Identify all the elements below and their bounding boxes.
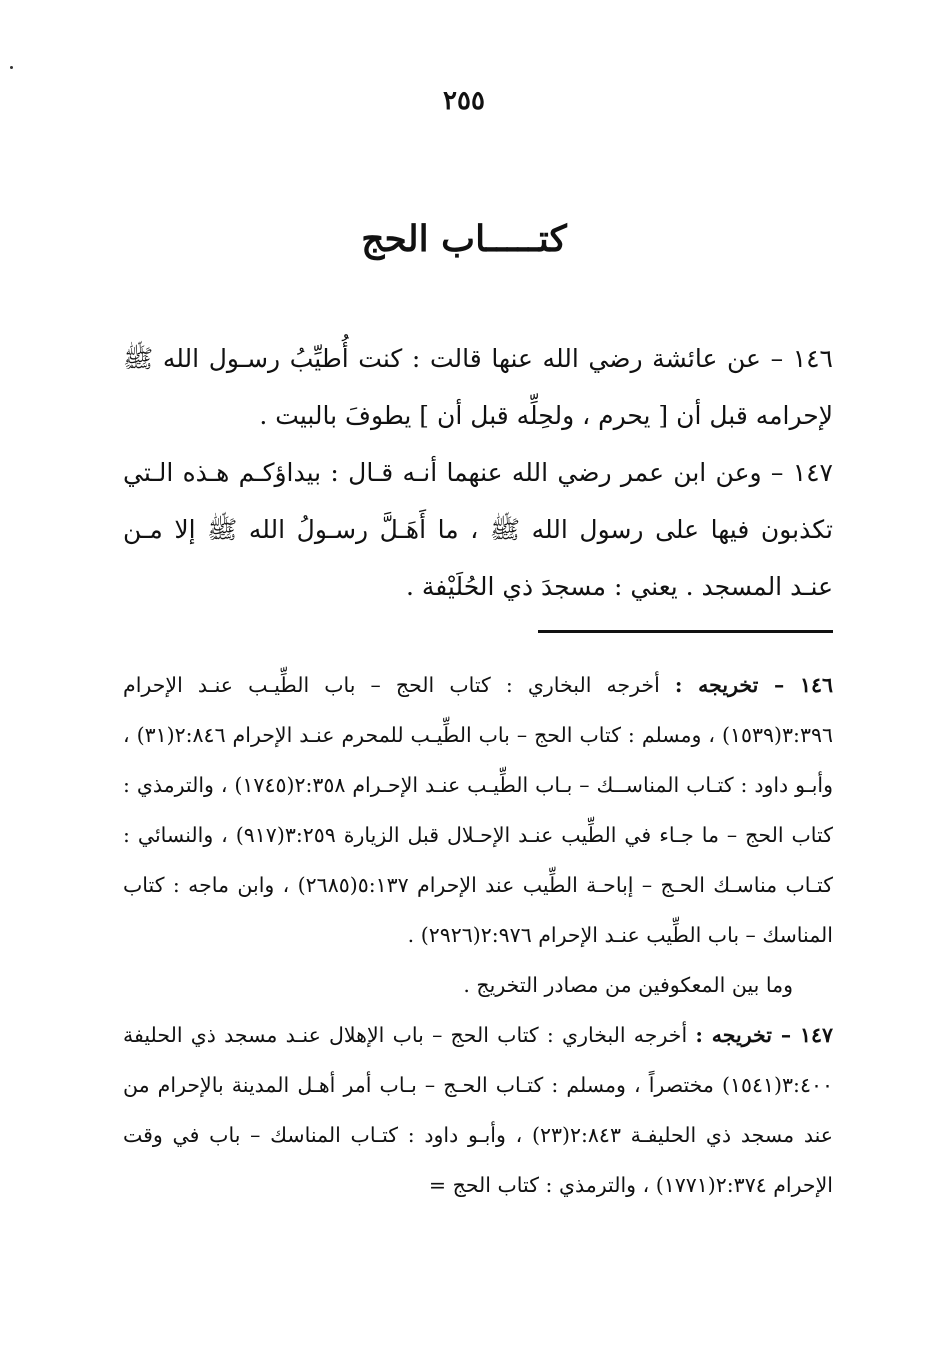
main-text	[123, 330, 833, 615]
hadith-146: ١٤٦ – عن عائشة رضي الله عنها قالت : كنت أُطيِّبُ رسـول الله ﷺ لإحرامه قبل أن [ يحرم ، ولحِلِّه قبل أن ] يطوفَ بالبيت .	[123, 344, 833, 430]
footnote-separator	[538, 630, 833, 633]
footnote-146-label: ١٤٦ – تخريجه :	[674, 673, 833, 697]
footnote-brackets-note: وما بين المعكوفين من مصادر التخريج .	[463, 973, 793, 997]
footnote-147-label: ١٤٧ – تخريجه :	[695, 1023, 833, 1047]
footnote-146	[123, 660, 833, 960]
footnote-146-text: أخرجه البخاري : كتاب الحج – باب الطِّيـب عنـد الإحرام ٣:٣٩٦(١٥٣٩) ، ومسلم : كتاب الحج – باب الطِّيـب للمحرم عنـد الإحرام ٢:٨٤٦(٣١) ، وأبـو داود : كتـاب المناســك – بـاب الطِّيـب عنـد الإحـرام ٢:٣٥٨(١٧٤٥) ، والترمذي : كتاب الحج – ما جـاء في الطِّيب عنـد الإحـلال قبل الزيارة ٣:٢٥٩(٩١٧) ، والنسائي : كتـاب مناسـك الحـج – إباحـة الطِّيب عند الإحرام ٥:١٣٧(٢٦٨٥) ، وابن ماجه : كتاب المناسك – باب الطِّيب عنـد الإحرام ٢:٩٧٦(٢٩٢٦) .	[123, 673, 834, 947]
scan-speck	[10, 66, 13, 69]
footnote-147-text: أخرجه البخاري : كتاب الحج – باب الإهلال عنـد مسجد ذي الحليفة ٣:٤٠٠(١٥٤١) مختصراً ، ومسلم : كتـاب الحـج – بـاب أمر أهـل المدينة بالإحرام من عند مسجد ذي الحليفـة ٢:٨٤٣(٢٣) ، وأبـو داود : كتـاب المناسك – باب في وقت الإحرام ٢:٣٧٤(١٧٧١) ، والترمذي : كتاب الحج =	[123, 1023, 834, 1197]
hadith-147: ١٤٧ – وعن ابن عمر رضي الله عنهما أنـه قـال : بيداؤكـم هـذه الـتي تكذبون فيها على رسول الله ﷺ ، ما أَهَـلَّ رسـولُ الله ﷺ إلا مـن عنـد المسجد . يعني : مسجدَ ذي الحُلَيْفة .	[123, 458, 833, 601]
footnotes	[123, 660, 833, 1210]
chapter-title: كتـــــاب الحج	[361, 218, 567, 260]
footnote-147	[123, 1010, 833, 1210]
page-number: ٢٥٥	[443, 86, 485, 116]
